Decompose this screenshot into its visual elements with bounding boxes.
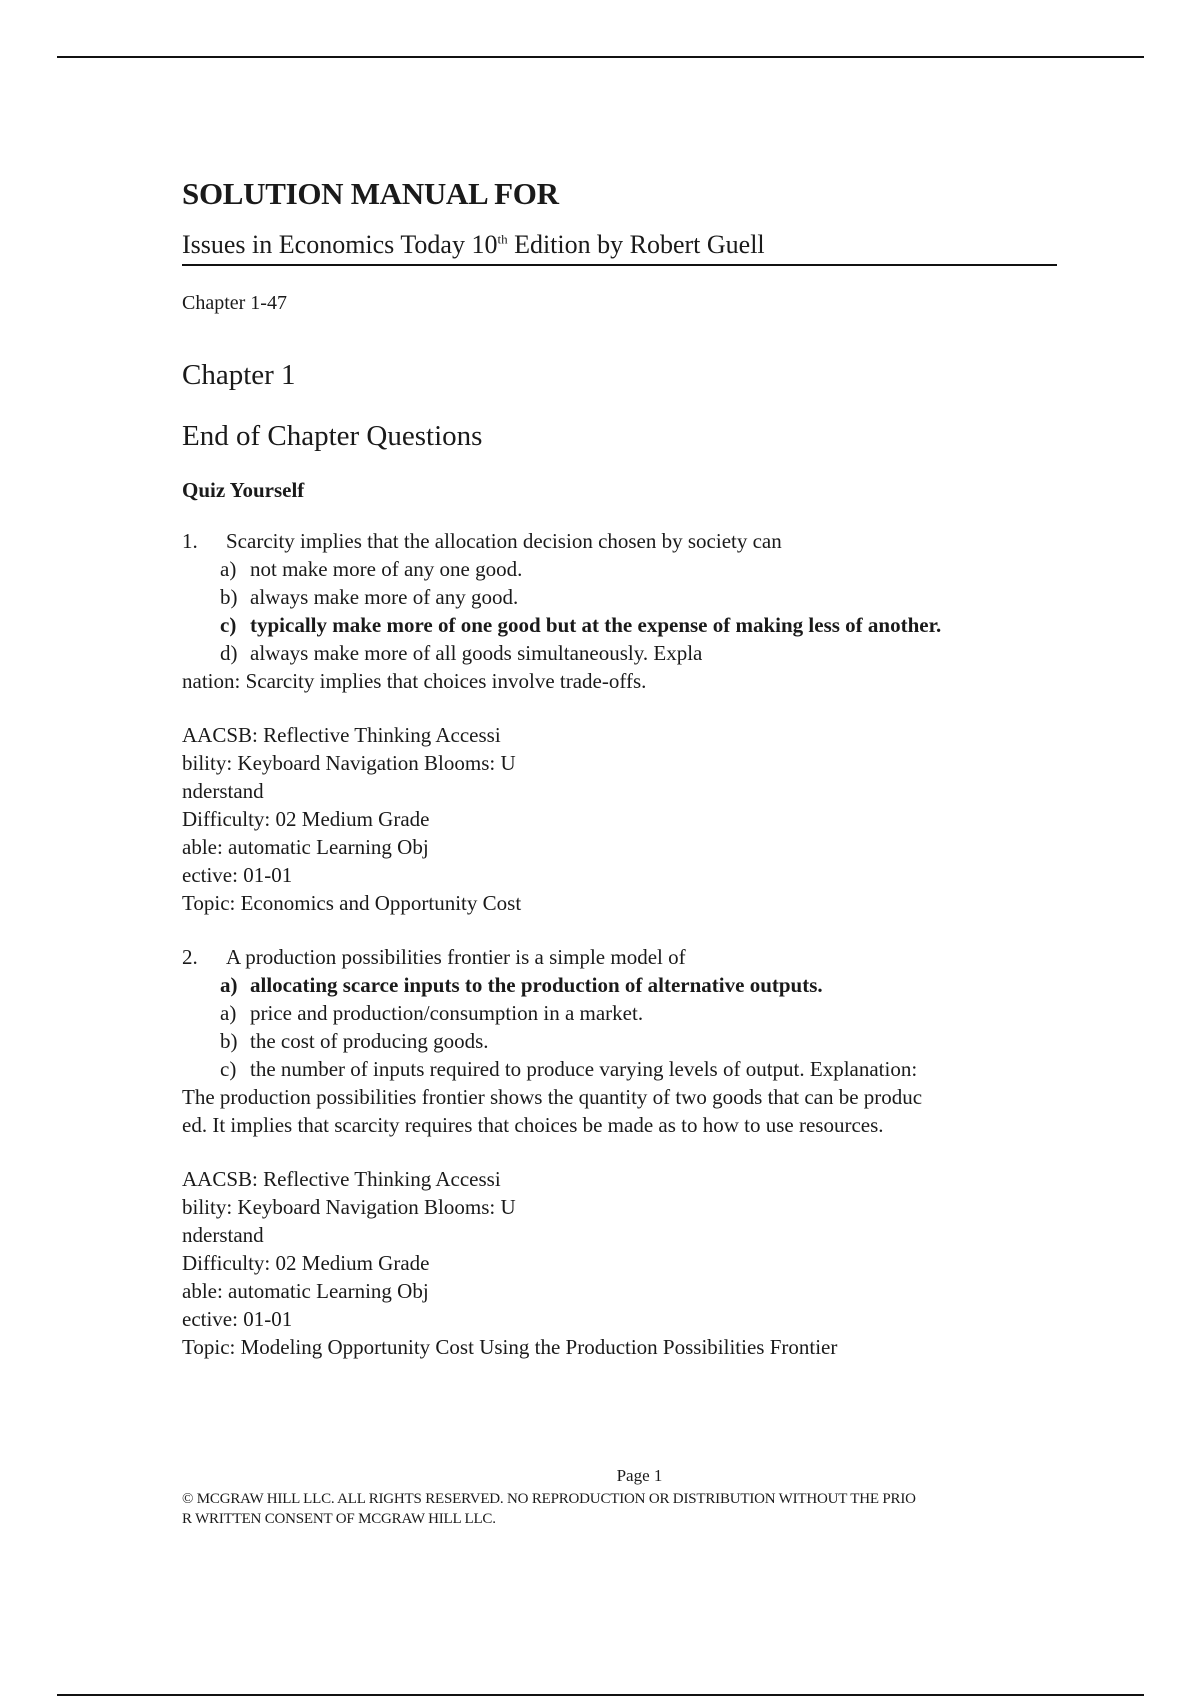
page-content bbox=[182, 176, 1057, 1361]
option-label: b) bbox=[220, 1029, 238, 1053]
answer-option bbox=[182, 583, 1057, 611]
option-text: price and production/consumption in a market. bbox=[250, 1001, 644, 1025]
page-number: Page 1 bbox=[616, 1466, 663, 1485]
question-1 bbox=[182, 527, 1057, 917]
copyright-line: R WRITTEN CONSENT OF MCGRAW HILL LLC. bbox=[182, 1511, 496, 1527]
metadata-line: bility: Keyboard Navigation Blooms: U bbox=[182, 1195, 516, 1219]
option-label: a) bbox=[220, 1001, 237, 1025]
answer-option bbox=[182, 1027, 1057, 1055]
chapter-heading: Chapter 1 bbox=[182, 359, 296, 391]
quiz-heading: Quiz Yourself bbox=[182, 478, 305, 502]
copyright-line: © MCGRAW HILL LLC. ALL RIGHTS RESERVED. NO REPRODUCTION OR DISTRIBUTION WITHOUT THE PRIO bbox=[182, 1491, 916, 1507]
option-label: b) bbox=[220, 585, 238, 609]
correct-answer-option bbox=[182, 611, 1057, 639]
subtitle-rest: Edition by Robert Guell bbox=[507, 230, 765, 259]
question-number: 2. bbox=[182, 945, 198, 969]
bottom-rule bbox=[57, 1694, 1144, 1696]
metadata-line: AACSB: Reflective Thinking Accessi bbox=[182, 723, 501, 747]
question-metadata bbox=[182, 1165, 1057, 1361]
page-footer bbox=[182, 1466, 1057, 1529]
option-label: d) bbox=[220, 641, 238, 665]
option-text: not make more of any one good. bbox=[250, 557, 523, 581]
option-text: always make more of all goods simultaneously. Expla bbox=[250, 641, 703, 665]
chapter-range: Chapter 1-47 bbox=[182, 292, 287, 314]
document-title: SOLUTION MANUAL FOR bbox=[182, 176, 559, 211]
option-text: typically make more of one good but at the expense of making less of another. bbox=[250, 613, 942, 637]
explanation-line: ed. It implies that scarcity requires that choices be made as to how to use resources. bbox=[182, 1113, 884, 1137]
option-text: the cost of producing goods. bbox=[250, 1029, 489, 1053]
option-label: c) bbox=[220, 613, 237, 637]
option-text: the number of inputs required to produce varying levels of output. Explanation: bbox=[250, 1057, 918, 1081]
answer-option bbox=[182, 555, 1057, 583]
explanation-line: The production possibilities frontier shows the quantity of two goods that can be produc bbox=[182, 1085, 923, 1109]
question-stem bbox=[182, 527, 1057, 555]
question-2 bbox=[182, 943, 1057, 1361]
question-text: A production possibilities frontier is a simple model of bbox=[226, 945, 686, 969]
explanation-line: nation: Scarcity implies that choices involve trade-offs. bbox=[182, 669, 647, 693]
metadata-line: bility: Keyboard Navigation Blooms: U bbox=[182, 751, 516, 775]
metadata-line: ective: 01-01 bbox=[182, 1307, 293, 1331]
question-stem bbox=[182, 943, 1057, 971]
option-label: c) bbox=[220, 1057, 237, 1081]
book-subtitle bbox=[182, 230, 1057, 266]
question-metadata bbox=[182, 721, 1057, 917]
metadata-line: Topic: Modeling Opportunity Cost Using the Production Possibilities Frontier bbox=[182, 1335, 838, 1359]
option-text: allocating scarce inputs to the production of alternative outputs. bbox=[250, 973, 823, 997]
option-label: a) bbox=[220, 973, 238, 997]
answer-option bbox=[182, 1055, 1057, 1083]
answer-option bbox=[182, 639, 1057, 667]
metadata-line: Topic: Economics and Opportunity Cost bbox=[182, 891, 522, 915]
top-rule bbox=[57, 56, 1144, 58]
metadata-line: nderstand bbox=[182, 1223, 264, 1247]
metadata-line: Difficulty: 02 Medium Grade bbox=[182, 1251, 430, 1275]
subtitle-main: Issues in Economics Today 10 bbox=[182, 230, 498, 259]
question-text: Scarcity implies that the allocation decision chosen by society can bbox=[226, 529, 782, 553]
metadata-line: nderstand bbox=[182, 779, 264, 803]
metadata-line: able: automatic Learning Obj bbox=[182, 835, 429, 859]
section-heading: End of Chapter Questions bbox=[182, 420, 483, 452]
metadata-line: AACSB: Reflective Thinking Accessi bbox=[182, 1167, 501, 1191]
metadata-line: Difficulty: 02 Medium Grade bbox=[182, 807, 430, 831]
question-number: 1. bbox=[182, 529, 198, 553]
correct-answer-option bbox=[182, 971, 1057, 999]
option-text: always make more of any good. bbox=[250, 585, 519, 609]
metadata-line: ective: 01-01 bbox=[182, 863, 293, 887]
subtitle-superscript: th bbox=[497, 231, 508, 247]
answer-option bbox=[182, 999, 1057, 1027]
metadata-line: able: automatic Learning Obj bbox=[182, 1279, 429, 1303]
option-label: a) bbox=[220, 557, 237, 581]
